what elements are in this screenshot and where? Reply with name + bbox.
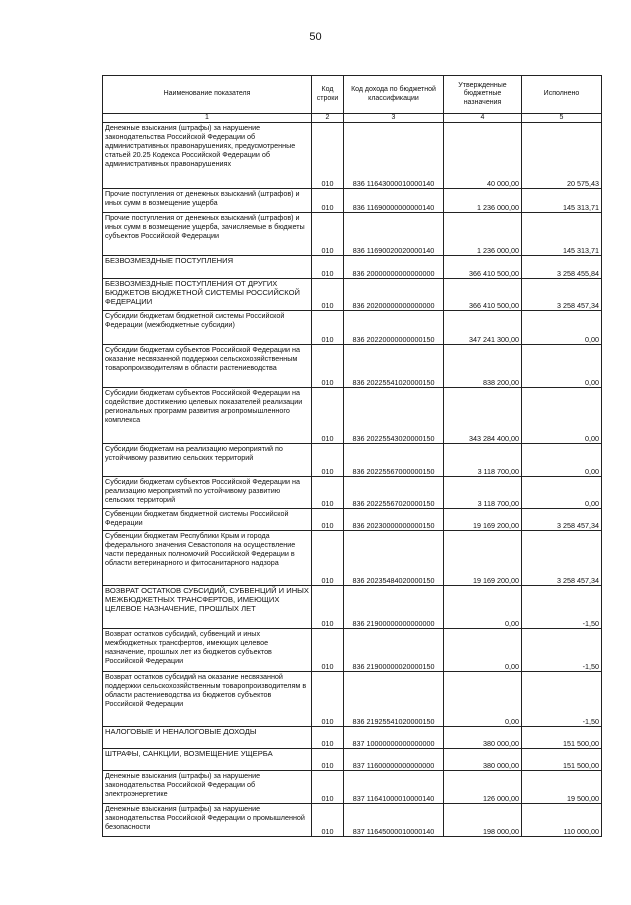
budget-execution-table: [102, 75, 602, 837]
row-budget-code: 836 20000000000000000: [344, 256, 444, 279]
row-budget-code: 836 20220000000000150: [344, 311, 444, 345]
row-executed: 110 000,00: [522, 804, 602, 837]
row-name: НАЛОГОВЫЕ И НЕНАЛОГОВЫЕ ДОХОДЫ: [103, 727, 312, 749]
header-executed: Исполнено: [522, 76, 602, 114]
row-budget-code: 836 21900000020000150: [344, 629, 444, 672]
row-executed: 3 258 455,84: [522, 256, 602, 279]
row-code: 010: [312, 345, 344, 388]
row-name: Денежные взыскания (штрафы) за нарушение законодательства Российской Федерации об электроэнергетике: [103, 771, 312, 804]
table-row: [103, 477, 602, 509]
row-name: Субсидии бюджетам субъектов Российской Федерации на реализацию мероприятий по устойчивому развитию сельских территорий: [103, 477, 312, 509]
header-line-code: Код строки: [312, 76, 344, 114]
header-approved: Утвержденные бюджетные назначения: [444, 76, 522, 114]
row-approved: 366 410 500,00: [444, 279, 522, 311]
row-budget-code: 836 20225543020000150: [344, 388, 444, 444]
row-code: 010: [312, 727, 344, 749]
row-executed: 20 575,43: [522, 123, 602, 189]
row-executed: 19 500,00: [522, 771, 602, 804]
row-approved: 3 118 700,00: [444, 477, 522, 509]
row-code: 010: [312, 279, 344, 311]
column-number: 2: [312, 114, 344, 123]
row-approved: 343 284 400,00: [444, 388, 522, 444]
row-budget-code: 836 21900000000000000: [344, 586, 444, 629]
row-budget-code: 836 20230000000000150: [344, 509, 444, 531]
row-name: Денежные взыскания (штрафы) за нарушение законодательства Российской Федерации о промышленной безопасности: [103, 804, 312, 837]
row-code: 010: [312, 311, 344, 345]
table-row: [103, 509, 602, 531]
table-row: [103, 189, 602, 213]
row-name: ШТРАФЫ, САНКЦИИ, ВОЗМЕЩЕНИЕ УЩЕРБА: [103, 749, 312, 771]
row-budget-code: 837 10000000000000000: [344, 727, 444, 749]
row-name: Субвенции бюджетам бюджетной системы Российской Федерации: [103, 509, 312, 531]
row-budget-code: 836 21925541020000150: [344, 672, 444, 727]
column-number: 4: [444, 114, 522, 123]
table-row: [103, 256, 602, 279]
row-approved: 3 118 700,00: [444, 444, 522, 477]
row-executed: 0,00: [522, 444, 602, 477]
row-name: Субсидии бюджетам бюджетной системы Российской Федерации (межбюджетные субсидии): [103, 311, 312, 345]
row-approved: 0,00: [444, 586, 522, 629]
row-approved: 1 236 000,00: [444, 213, 522, 256]
row-approved: 1 236 000,00: [444, 189, 522, 213]
row-code: 010: [312, 629, 344, 672]
row-budget-code: 836 20225541020000150: [344, 345, 444, 388]
row-code: 010: [312, 749, 344, 771]
row-name: БЕЗВОЗМЕЗДНЫЕ ПОСТУПЛЕНИЯ ОТ ДРУГИХ БЮДЖЕТОВ БЮДЖЕТНОЙ СИСТЕМЫ РОССИЙСКОЙ ФЕДЕРАЦИИ: [103, 279, 312, 311]
column-numbers-row: [103, 114, 602, 123]
row-code: 010: [312, 771, 344, 804]
row-name: Денежные взыскания (штрафы) за нарушение законодательства Российской Федерации об административных правонарушениях, предусмотренные статьей 20.25 Кодекса Российской Федерации об административных правонарушениях: [103, 123, 312, 189]
row-approved: 380 000,00: [444, 749, 522, 771]
table-row: [103, 311, 602, 345]
row-approved: 19 169 200,00: [444, 531, 522, 586]
row-executed: 151 500,00: [522, 749, 602, 771]
table-row: [103, 727, 602, 749]
row-executed: -1,50: [522, 629, 602, 672]
row-code: 010: [312, 388, 344, 444]
row-executed: 145 313,71: [522, 213, 602, 256]
table-row: [103, 804, 602, 837]
row-budget-code: 836 20200000000000000: [344, 279, 444, 311]
table-row: [103, 586, 602, 629]
row-name: Субсидии бюджетам на реализацию мероприятий по устойчивому развитию сельских территорий: [103, 444, 312, 477]
row-approved: 347 241 300,00: [444, 311, 522, 345]
row-code: 010: [312, 477, 344, 509]
row-name: Возврат остатков субсидий на оказание несвязанной поддержки сельскохозяйственным товаропроизводителям в области растениеводства из бюджетов субъектов Российской Федерации: [103, 672, 312, 727]
table-header-row: [103, 76, 602, 114]
row-name: Субвенции бюджетам Республики Крым и города федерального значения Севастополя на осуществление части переданных полномочий Российской Федерации в области ветеринарного и фитосанитарного надзора: [103, 531, 312, 586]
row-code: 010: [312, 586, 344, 629]
row-executed: -1,50: [522, 586, 602, 629]
row-executed: -1,50: [522, 672, 602, 727]
row-budget-code: 837 11641000010000140: [344, 771, 444, 804]
row-code: 010: [312, 672, 344, 727]
row-executed: 3 258 457,34: [522, 509, 602, 531]
row-name: ВОЗВРАТ ОСТАТКОВ СУБСИДИЙ, СУБВЕНЦИЙ И ИНЫХ МЕЖБЮДЖЕТНЫХ ТРАНСФЕРТОВ, ИМЕЮЩИХ ЦЕЛЕВОЕ НАЗНАЧЕНИЕ, ПРОШЛЫХ ЛЕТ: [103, 586, 312, 629]
row-budget-code: 837 11600000000000000: [344, 749, 444, 771]
row-name: Субсидии бюджетам субъектов Российской Федерации на оказание несвязанной поддержки сельскохозяйственным товаропроизводителям в области растениеводства: [103, 345, 312, 388]
row-budget-code: 837 11645000010000140: [344, 804, 444, 837]
row-approved: 40 000,00: [444, 123, 522, 189]
row-executed: 151 500,00: [522, 727, 602, 749]
row-approved: 0,00: [444, 629, 522, 672]
row-code: 010: [312, 804, 344, 837]
row-name: БЕЗВОЗМЕЗДНЫЕ ПОСТУПЛЕНИЯ: [103, 256, 312, 279]
row-budget-code: 836 11690000000000140: [344, 189, 444, 213]
row-budget-code: 836 11690020020000140: [344, 213, 444, 256]
table-row: [103, 213, 602, 256]
column-number: 1: [103, 114, 312, 123]
table-row: [103, 672, 602, 727]
row-executed: 0,00: [522, 388, 602, 444]
header-indicator-name: Наименование показателя: [103, 76, 312, 114]
row-code: 010: [312, 123, 344, 189]
table-row: [103, 444, 602, 477]
table-row: [103, 123, 602, 189]
row-approved: 0,00: [444, 672, 522, 727]
row-code: 010: [312, 189, 344, 213]
row-executed: 0,00: [522, 477, 602, 509]
row-approved: 198 000,00: [444, 804, 522, 837]
row-approved: 19 169 200,00: [444, 509, 522, 531]
row-executed: 145 313,71: [522, 189, 602, 213]
row-name: Возврат остатков субсидий, субвенций и иных межбюджетных трансфертов, имеющих целевое назначение, прошлых лет из бюджетов субъектов Российской Федерации: [103, 629, 312, 672]
row-executed: 0,00: [522, 345, 602, 388]
row-code: 010: [312, 256, 344, 279]
row-name: Прочие поступления от денежных взысканий (штрафов) и иных сумм в возмещение ущерба, зачисляемые в бюджеты субъектов Российской Федерации: [103, 213, 312, 256]
column-number: 5: [522, 114, 602, 123]
table-row: [103, 388, 602, 444]
row-code: 010: [312, 531, 344, 586]
row-code: 010: [312, 213, 344, 256]
row-name: Субсидии бюджетам субъектов Российской Федерации на содействие достижению целевых показателей реализации региональных программ развития агропромышленного комплекса: [103, 388, 312, 444]
row-approved: 366 410 500,00: [444, 256, 522, 279]
column-number: 3: [344, 114, 444, 123]
page-number: 50: [309, 31, 322, 43]
row-approved: 380 000,00: [444, 727, 522, 749]
header-budget-code: Код дохода по бюджетной классификации: [344, 76, 444, 114]
table-row: [103, 279, 602, 311]
row-approved: 126 000,00: [444, 771, 522, 804]
row-code: 010: [312, 444, 344, 477]
table-row: [103, 531, 602, 586]
row-executed: 0,00: [522, 311, 602, 345]
row-budget-code: 836 11643000010000140: [344, 123, 444, 189]
table-row: [103, 345, 602, 388]
table-row: [103, 749, 602, 771]
row-executed: 3 258 457,34: [522, 279, 602, 311]
row-budget-code: 836 20225567000000150: [344, 444, 444, 477]
row-budget-code: 836 20235484020000150: [344, 531, 444, 586]
row-executed: 3 258 457,34: [522, 531, 602, 586]
row-code: 010: [312, 509, 344, 531]
table-row: [103, 629, 602, 672]
row-budget-code: 836 20225567020000150: [344, 477, 444, 509]
row-name: Прочие поступления от денежных взысканий (штрафов) и иных сумм в возмещение ущерба: [103, 189, 312, 213]
table-row: [103, 771, 602, 804]
row-approved: 838 200,00: [444, 345, 522, 388]
